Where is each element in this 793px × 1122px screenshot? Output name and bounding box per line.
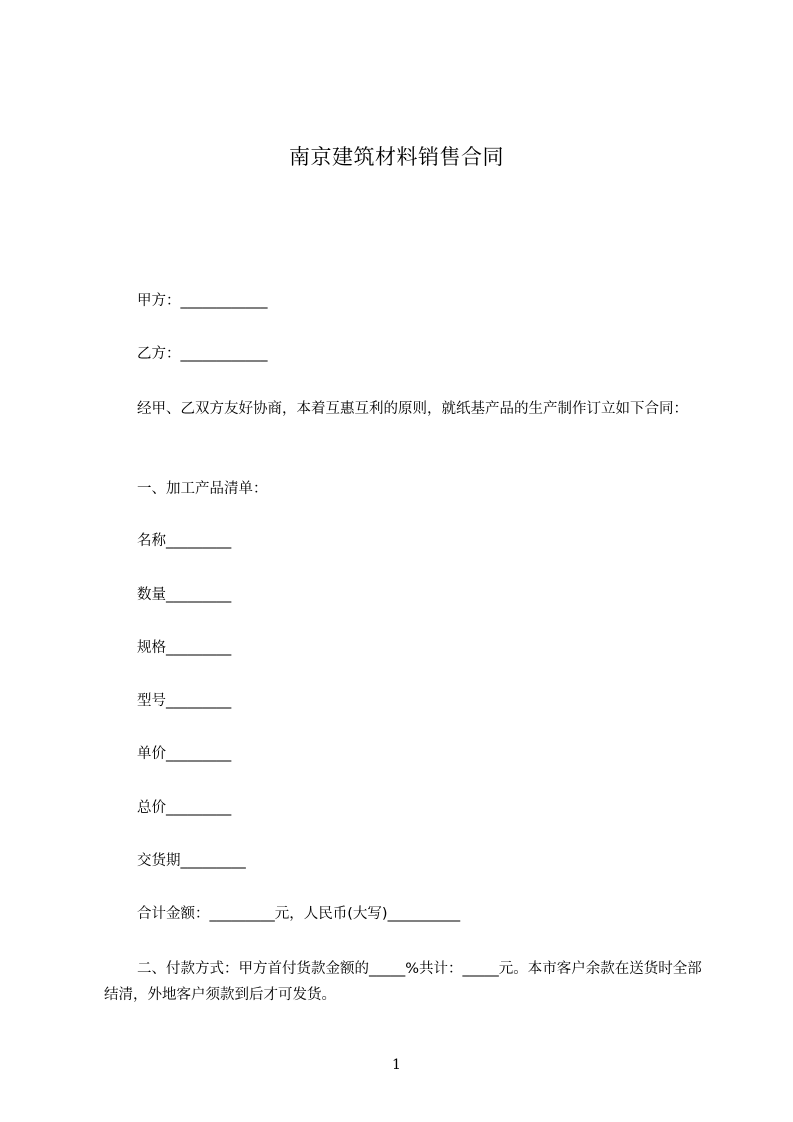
- party-b-line: 乙方：____________: [137, 346, 268, 362]
- page-number: 1: [392, 1057, 401, 1073]
- item-unit-price-line: 单价_________: [137, 746, 232, 762]
- item-name-line: 名称_________: [137, 533, 232, 549]
- total-amount-line: 合计金额：_________元，人民币(大写)__________: [137, 906, 461, 922]
- section-1-heading: 一、加工产品清单：: [137, 481, 268, 497]
- section-2-paragraph: 二、付款方式：甲方首付货款金额的_____%共计：_____元。本市客户余款在送货时全部结清，外地客户须款到后才可发货。: [104, 961, 702, 1003]
- item-model-line: 型号_________: [137, 693, 232, 709]
- document-title: 南京建筑材料销售合同: [289, 145, 504, 169]
- item-spec-line: 规格_________: [137, 640, 232, 656]
- item-quantity-line: 数量_________: [137, 587, 232, 603]
- item-total-price-line: 总价_________: [137, 800, 232, 816]
- intro-paragraph: 经甲、乙双方友好协商，本着互惠互利的原则，就纸基产品的生产制作订立如下合同：: [137, 401, 688, 417]
- item-delivery-line: 交货期_________: [137, 853, 246, 869]
- party-a-line: 甲方：____________: [137, 293, 268, 309]
